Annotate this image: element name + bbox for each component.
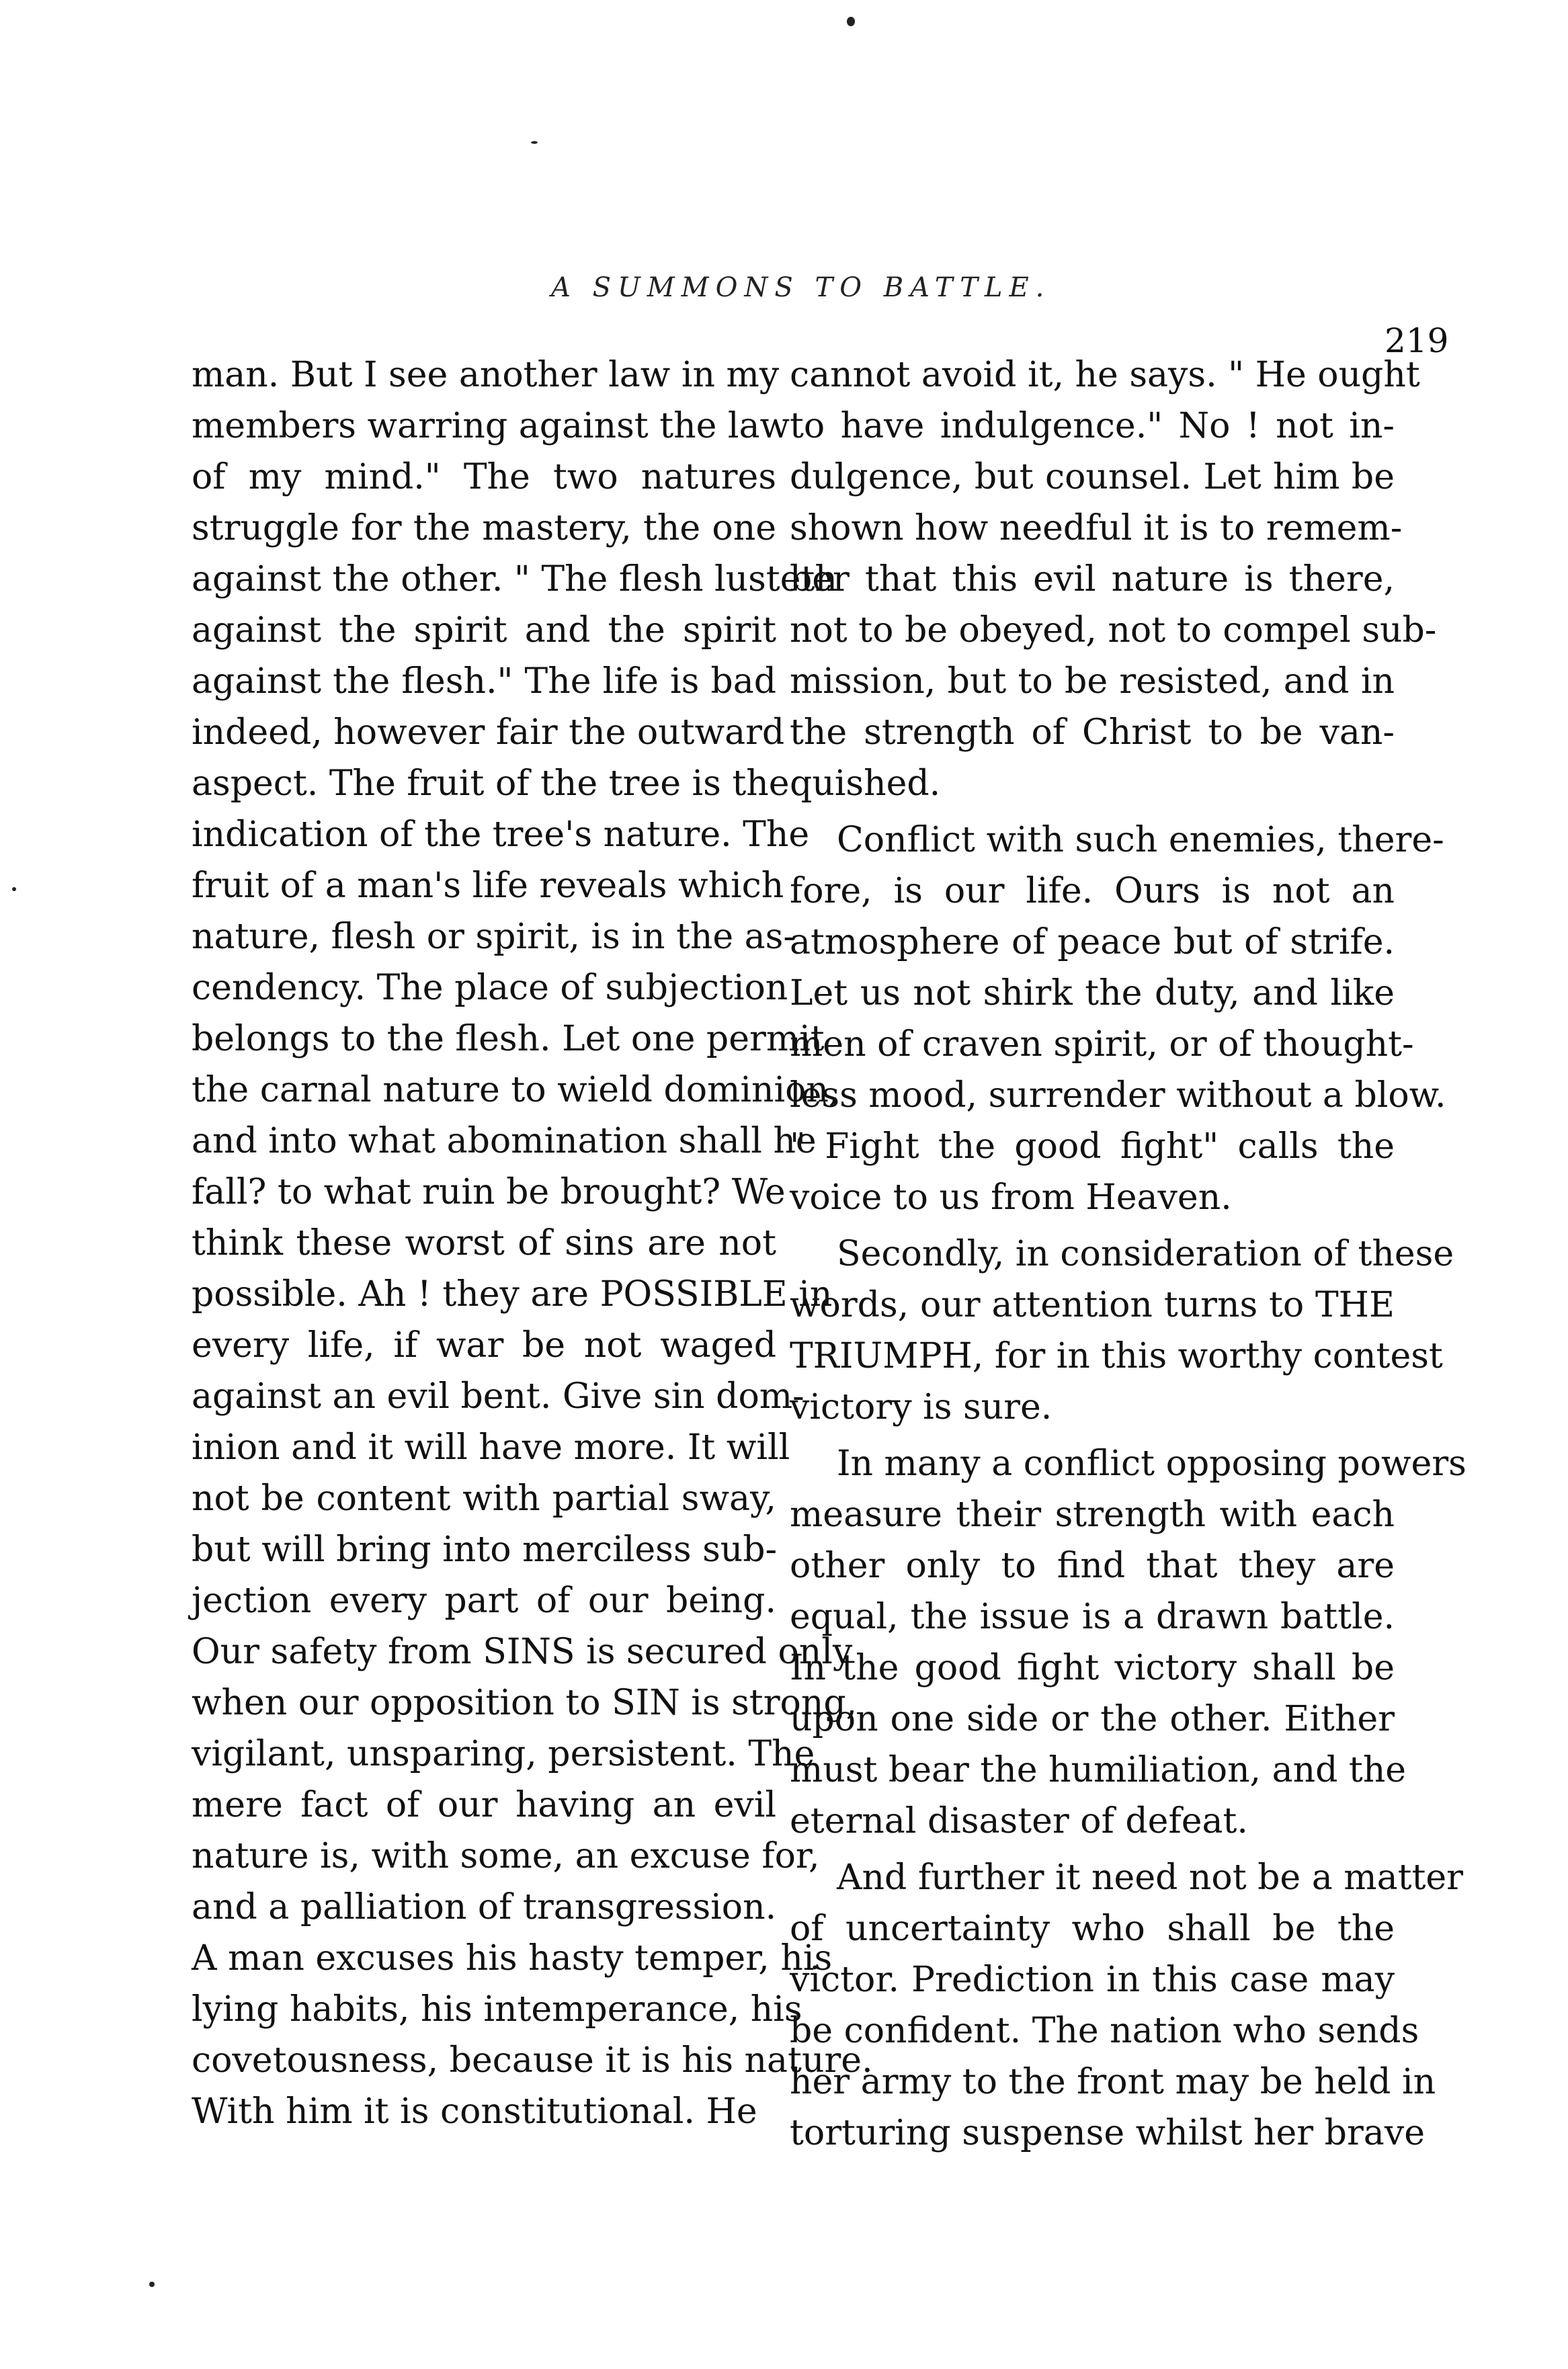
text-line: fore, is our life. Ours is not an	[790, 871, 1395, 911]
text-line: fruit of a man's life reveals which	[192, 866, 784, 906]
text-line: shown how needful it is to remem-	[790, 508, 1403, 548]
text-line: men of craven spirit, or of thought-	[790, 1024, 1414, 1065]
text-line: quished.	[790, 763, 941, 804]
scan-speck	[847, 17, 855, 26]
text-line: other only to find that they are	[790, 1546, 1395, 1586]
text-line: measure their strength with each	[790, 1495, 1395, 1535]
text-line: belongs to the flesh. Let one permit	[192, 1019, 825, 1059]
text-line: In many a conflict opposing powers	[837, 1444, 1467, 1484]
text-line: And further it need not be a matter	[837, 1858, 1463, 1898]
text-line: struggle for the mastery, the one	[192, 508, 776, 548]
text-line: less mood, surrender without a blow.	[790, 1075, 1446, 1116]
text-line: nature, flesh or spirit, is in the as-	[192, 917, 795, 957]
text-line: With him it is constitutional. He	[192, 2091, 757, 2132]
paragraph-gap	[790, 1433, 1395, 1438]
text-line: to have indulgence." No ! not in-	[790, 406, 1395, 446]
text-line: against the flesh." The life is bad	[192, 661, 776, 702]
text-line: covetousness, because it is his nature.	[192, 2040, 873, 2081]
text-line: Secondly, in consideration of these	[837, 1234, 1454, 1274]
scan-speck	[531, 141, 538, 144]
text-line: every life, if war be not waged	[192, 1325, 776, 1366]
text-line: mere fact of our having an evil	[192, 1785, 776, 1825]
text-line: atmosphere of peace but of strife.	[790, 922, 1395, 962]
text-line: inion and it will have more. It will	[192, 1427, 790, 1468]
text-line: Our safety from SINS is secured only	[192, 1632, 853, 1672]
text-line: indication of the tree's nature. The	[192, 815, 810, 855]
paragraph-gap	[790, 809, 1395, 815]
text-line: vigilant, unsparing, persistent. The	[192, 1734, 815, 1774]
text-line: TRIUMPH, for in this worthy contest	[790, 1336, 1443, 1376]
text-line: lying habits, his intemperance, his	[192, 1989, 802, 2030]
text-line: think these worst of sins are not	[192, 1223, 776, 1263]
running-header: A SUMMONS TO BATTLE.	[551, 272, 1051, 303]
text-line: dulgence, but counsel. Let him be	[790, 457, 1395, 497]
text-line: words, our attention turns to THE	[790, 1285, 1395, 1325]
text-line: fall? to what ruin be brought? We	[192, 1172, 786, 1212]
text-line: ber that this evil nature is there,	[790, 559, 1395, 599]
text-line: cendency. The place of subjection	[192, 968, 788, 1008]
text-line: eternal disaster of defeat.	[790, 1801, 1248, 1841]
text-line: the carnal nature to wield dominion,	[192, 1070, 840, 1110]
text-line: possible. Ah ! they are POSSIBLE in	[192, 1274, 833, 1315]
text-line: must bear the humiliation, and the	[790, 1750, 1407, 1790]
text-line: not be content with partial sway,	[192, 1479, 776, 1519]
text-line: not to be obeyed, not to compel sub-	[790, 610, 1437, 651]
text-line: victor. Prediction in this case may	[790, 1960, 1395, 2000]
text-line: Let us not shirk the duty, and like	[790, 973, 1395, 1013]
text-line: equal, the issue is a drawn battle.	[790, 1597, 1395, 1637]
text-line: nature is, with some, an excuse for,	[192, 1836, 820, 1876]
text-line: voice to us from Heaven.	[790, 1177, 1232, 1218]
text-line: against the other. " The flesh lusteth	[192, 559, 837, 599]
text-line: and a palliation of transgression.	[192, 1887, 777, 1927]
text-line: In the good fight victory shall be	[790, 1648, 1395, 1688]
text-line: and into what abomination shall he	[192, 1121, 817, 1161]
paragraph-gap	[790, 1847, 1395, 1852]
text-line: upon one side or the other. Either	[790, 1699, 1395, 1739]
text-line: against the spirit and the spirit	[192, 610, 776, 651]
text-line: be confident. The nation who sends	[790, 2011, 1419, 2051]
text-line: A man excuses his hasty temper, his	[192, 1938, 833, 1979]
text-line: " Fight the good fight" calls the	[790, 1126, 1395, 1167]
paragraph-gap	[790, 1223, 1395, 1229]
page-number: 219	[1385, 321, 1449, 360]
text-line: victory is sure.	[790, 1387, 1053, 1427]
right-column	[790, 349, 1467, 2159]
text-line: jection every part of our being.	[192, 1581, 776, 1621]
text-line: Conflict with such enemies, there-	[837, 820, 1444, 860]
text-line: indeed, however fair the outward	[192, 712, 785, 753]
text-line: of uncertainty who shall be the	[790, 1909, 1395, 1949]
text-line: but will bring into merciless sub-	[192, 1530, 778, 1570]
text-line: against an evil bent. Give sin dom-	[192, 1376, 804, 1417]
text-line: man. But I see another law in my	[192, 355, 780, 395]
text-line: of my mind." The two natures	[192, 457, 776, 497]
text-line: the strength of Christ to be van-	[790, 712, 1395, 753]
text-line: aspect. The fruit of the tree is the	[192, 763, 790, 804]
text-line: mission, but to be resisted, and in	[790, 661, 1395, 702]
text-line: cannot avoid it, he says. " He ought	[790, 355, 1420, 395]
text-line: torturing suspense whilst her brave	[790, 2113, 1425, 2153]
scan-speck	[12, 887, 16, 891]
text-line: members warring against the law	[192, 406, 790, 446]
scan-speck	[149, 2282, 155, 2287]
text-line: her army to the front may be held in	[790, 2062, 1436, 2102]
text-line: when our opposition to SIN is strong,	[192, 1683, 858, 1723]
